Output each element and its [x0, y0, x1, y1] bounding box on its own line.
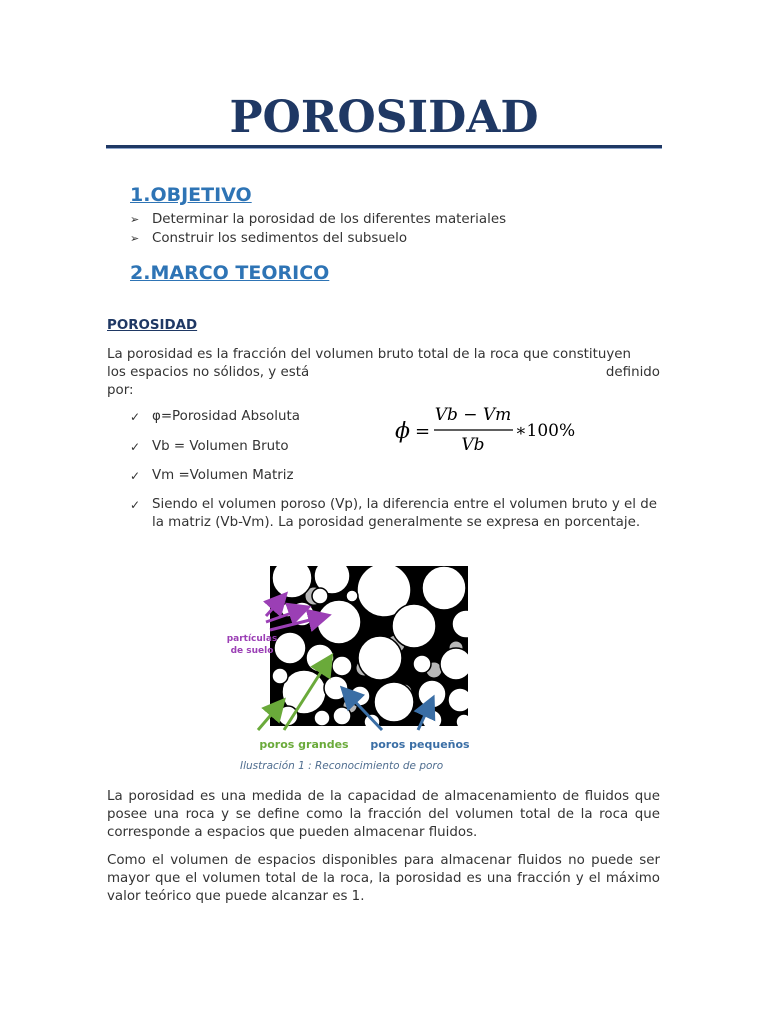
section1-number: 1. [130, 184, 151, 206]
figure-caption: Ilustración 1 : Reconocimiento de poro [240, 760, 444, 772]
list-item [130, 210, 506, 229]
section2-title: MARCO TEORICO [150, 262, 330, 284]
list-item-text: Vm =Volumen Matriz [152, 468, 294, 483]
subheading-porosidad: POROSIDAD [107, 318, 198, 333]
section-heading-objetivo [130, 184, 252, 206]
list-item [130, 229, 506, 248]
objective-list [130, 210, 506, 248]
check-mark-icon: ✓ [130, 410, 141, 424]
list-item-text: Construir los sedimentos del subsuelo [152, 231, 408, 246]
section2-number: 2. [130, 262, 151, 284]
paragraph-capacity: La porosidad es una medida de la capacidad de almacenamiento de fluidos que posee una roca y se define como la fracción del volumen total de la roca que corresponde a espacios que pueden almacenar fluidos. [107, 789, 660, 840]
label-big-pores: poros grandes [259, 738, 349, 751]
definition-line-2-left: los espacios no sólidos, y está [107, 365, 310, 380]
check-mark-icon: ✓ [130, 497, 141, 512]
list-item-text: Siendo el volumen poroso (Vp), la diferencia entre el volumen bruto y el de la matriz (Vb-Vm). La porosidad generalmente se expresa en porcentaje. [152, 496, 658, 530]
label-particles-line2: de suelo [230, 646, 274, 656]
definition-line-1: La porosidad es la fracción del volumen bruto total de la roca que constituyen [107, 347, 632, 362]
formula-denominator: Vb [461, 435, 485, 455]
arrow-bullet-icon: ➢ [130, 213, 140, 226]
section1-title: OBJETIVO [150, 184, 252, 206]
list-item-text: Determinar la porosidad de los diferentes materiales [152, 212, 507, 227]
formula-phi: ϕ [395, 419, 410, 444]
check-mark-icon: ✓ [130, 469, 141, 483]
definition-line-3: por: [107, 383, 134, 398]
porosity-formula [393, 400, 593, 460]
definition-line-2-right: definido [605, 365, 660, 380]
list-item-text: Vb = Volumen Bruto [152, 438, 289, 454]
arrow-bullet-icon: ➢ [130, 232, 140, 245]
check-mark-icon: ✓ [130, 439, 141, 454]
title-underline-rule [106, 145, 662, 149]
list-item [130, 496, 660, 533]
formula-equals: = [415, 421, 431, 442]
label-particles-line1: partículas [226, 634, 278, 644]
formula-numerator: Vb − Vm [434, 405, 512, 425]
definition-paragraph [107, 346, 660, 400]
section-heading-marco-teorico [130, 262, 329, 284]
list-item-text: φ=Porosidad Absoluta [152, 409, 300, 424]
label-small-pores: poros pequeños [370, 738, 470, 751]
list-item [130, 467, 660, 486]
page-title: POROSIDAD [229, 92, 539, 143]
pore-illustration [222, 566, 472, 762]
formula-suffix: ∗100% [515, 421, 576, 441]
paragraph-max-value: Como el volumen de espacios disponibles para almacenar fluidos no puede ser mayor que el volumen total de la roca, la porosidad es una fracción y el máximo valor teórico que puede alcanzar es 1. [107, 853, 660, 904]
definition-line-2 [107, 364, 660, 382]
